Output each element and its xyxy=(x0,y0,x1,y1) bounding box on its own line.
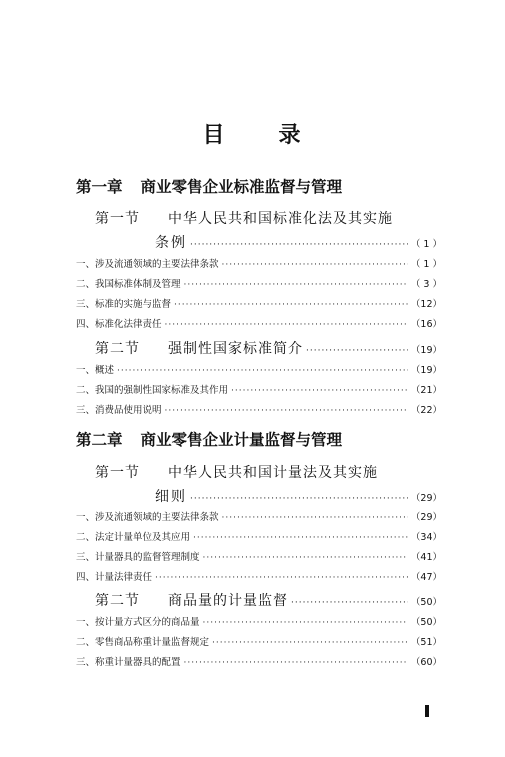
chapter-name: 商业零售企业计量监督与管理 xyxy=(140,431,343,449)
item-text: 三、计量器具的监督管理制度 xyxy=(76,552,200,563)
page-number: （16） xyxy=(410,319,442,330)
toc-item xyxy=(76,402,442,416)
page-number: （50） xyxy=(410,617,442,628)
leader-dots xyxy=(165,406,408,416)
item-text: 一、按计量方式区分的商品量 xyxy=(76,617,200,628)
page-number: （51） xyxy=(410,637,442,648)
section-name: 商品量的计量监督 xyxy=(168,593,288,609)
toc-item xyxy=(76,316,442,330)
section-label: 第二节 xyxy=(95,593,140,609)
item-text: 二、我国的强制性国家标准及其作用 xyxy=(76,385,229,396)
page-number: （34） xyxy=(410,532,442,543)
leader-dots xyxy=(222,260,408,270)
page-number: （21） xyxy=(410,385,442,396)
toc-item xyxy=(76,654,442,668)
scan-mark xyxy=(425,705,429,717)
leader-dots xyxy=(190,494,408,504)
chapter-2-heading xyxy=(76,428,342,450)
item-text: 一、涉及流通领域的主要法律条款 xyxy=(76,512,219,523)
leader-dots xyxy=(222,513,408,523)
toc-item xyxy=(76,549,442,563)
leader-dots xyxy=(306,346,408,356)
leader-dots xyxy=(203,553,408,563)
page-number: （50） xyxy=(410,597,442,608)
page-number: （ 3 ） xyxy=(410,279,442,290)
section-name-cont: 细则 xyxy=(155,489,187,505)
section-name: 中华人民共和国标准化法及其实施 xyxy=(168,211,393,227)
section-name: 中华人民共和国计量法及其实施 xyxy=(168,465,378,481)
page-number: （19） xyxy=(410,365,442,376)
item-text: 三、称重计量器具的配置 xyxy=(76,657,181,668)
item-text: 二、零售商品称重计量监督规定 xyxy=(76,637,210,648)
chapter-label: 第一章 xyxy=(76,178,123,196)
section-label: 第二节 xyxy=(95,341,140,357)
toc-item xyxy=(76,276,442,290)
toc-item xyxy=(76,529,442,543)
page-number: （22） xyxy=(410,405,442,416)
page-number: （12） xyxy=(410,299,442,310)
ch1-sec2-heading xyxy=(95,338,442,356)
toc-item xyxy=(76,634,442,648)
chapter-name: 商业零售企业标准监督与管理 xyxy=(140,178,343,196)
leader-dots xyxy=(117,366,408,376)
ch1-sec1-heading xyxy=(95,208,393,228)
leader-dots xyxy=(291,598,408,608)
page-number: （ 1 ） xyxy=(410,259,442,270)
leader-dots xyxy=(155,573,408,583)
toc-item xyxy=(76,256,442,270)
item-text: 一、涉及流通领域的主要法律条款 xyxy=(76,259,219,270)
chapter-1-heading xyxy=(76,175,342,197)
item-text: 二、我国标准体制及管理 xyxy=(76,279,181,290)
item-text: 三、消费品使用说明 xyxy=(76,405,162,416)
section-label: 第一节 xyxy=(95,211,140,227)
leader-dots xyxy=(174,300,408,310)
leader-dots xyxy=(231,386,408,396)
item-text: 四、计量法律责任 xyxy=(76,572,153,583)
page-title xyxy=(0,118,505,149)
leader-dots xyxy=(190,240,408,250)
toc-item xyxy=(76,382,442,396)
section-label: 第一节 xyxy=(95,465,140,481)
item-text: 二、法定计量单位及其应用 xyxy=(76,532,191,543)
item-text: 四、标准化法律责任 xyxy=(76,319,162,330)
leader-dots xyxy=(184,658,408,668)
leader-dots xyxy=(203,618,408,628)
toc-item xyxy=(76,509,442,523)
item-text: 三、标准的实施与监督 xyxy=(76,299,172,310)
title-char-2: 录 xyxy=(278,122,303,148)
item-text: 一、概述 xyxy=(76,365,115,376)
page-number: （29） xyxy=(410,512,442,523)
section-name: 强制性国家标准简介 xyxy=(168,341,303,357)
leader-dots xyxy=(165,320,408,330)
toc-item xyxy=(76,569,442,583)
chapter-label: 第二章 xyxy=(76,431,123,449)
page-number: （47） xyxy=(410,572,442,583)
ch1-sec1-cont xyxy=(155,232,442,250)
ch2-sec1-cont xyxy=(155,486,442,504)
page-number: （ 1 ） xyxy=(410,239,442,250)
page-number: （19） xyxy=(410,345,442,356)
leader-dots xyxy=(184,280,408,290)
leader-dots xyxy=(212,638,408,648)
toc-item xyxy=(76,614,442,628)
toc-item xyxy=(76,296,442,310)
ch2-sec1-heading xyxy=(95,462,378,482)
toc-item xyxy=(76,362,442,376)
ch2-sec2-heading xyxy=(95,590,442,608)
page-number: （41） xyxy=(410,552,442,563)
title-char-1: 目 xyxy=(202,122,227,148)
section-name-cont: 条例 xyxy=(155,235,187,251)
leader-dots xyxy=(193,533,408,543)
page-number: （29） xyxy=(410,493,442,504)
page-number: （60） xyxy=(410,657,442,668)
